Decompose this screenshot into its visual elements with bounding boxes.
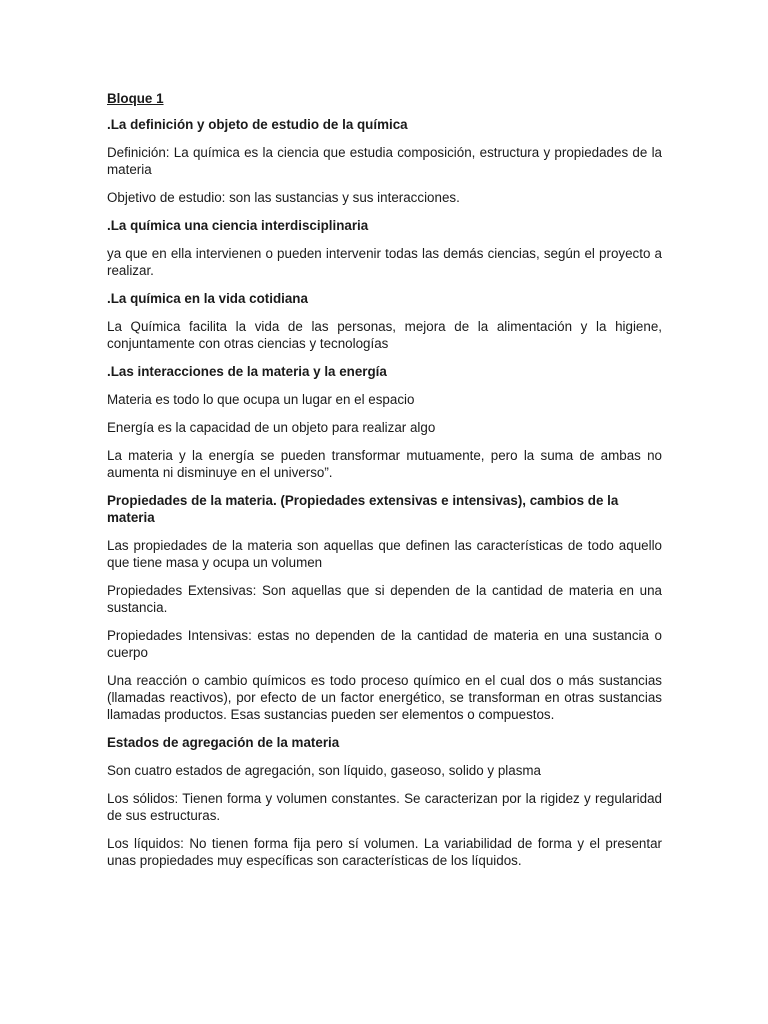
document-title: Bloque 1 bbox=[107, 91, 164, 106]
paragraph: Los líquidos: No tienen forma fija pero sí volumen. La variabilidad de forma y el presentar unas propiedades muy específicas son características de los líquidos. bbox=[107, 836, 662, 868]
section-heading: .La química una ciencia interdisciplinaria bbox=[107, 218, 369, 233]
paragraph: Definición: La química es la ciencia que estudia composición, estructura y propiedades de la materia bbox=[107, 145, 662, 177]
section-heading: .La química en la vida cotidiana bbox=[107, 291, 308, 306]
paragraph: Los sólidos: Tienen forma y volumen constantes. Se caracterizan por la rigidez y regularidad de sus estructuras. bbox=[107, 791, 662, 823]
section-heading: .La definición y objeto de estudio de la química bbox=[107, 117, 408, 132]
paragraph: La materia y la energía se pueden transformar mutuamente, pero la suma de ambas no aumenta ni disminuye en el universo”. bbox=[107, 448, 662, 480]
paragraph: Propiedades Intensivas: estas no dependen de la cantidad de materia en una sustancia o cuerpo bbox=[107, 628, 662, 660]
paragraph: Materia es todo lo que ocupa un lugar en el espacio bbox=[107, 392, 415, 407]
paragraph: Son cuatro estados de agregación, son líquido, gaseoso, solido y plasma bbox=[107, 763, 541, 778]
paragraph: La Química facilita la vida de las personas, mejora de la alimentación y la higiene, conjuntamente con otras ciencias y tecnologías bbox=[107, 319, 662, 351]
section-heading: .Las interacciones de la materia y la energía bbox=[107, 364, 387, 379]
paragraph: Las propiedades de la materia son aquellas que definen las características de todo aquello que tiene masa y ocupa un volumen bbox=[107, 538, 662, 570]
paragraph: Propiedades Extensivas: Son aquellas que si dependen de la cantidad de materia en una sustancia. bbox=[107, 583, 662, 615]
section-heading: Estados de agregación de la materia bbox=[107, 735, 340, 750]
section-heading: Propiedades de la materia. (Propiedades extensivas e intensivas), cambios de la materia bbox=[107, 493, 619, 525]
document-body bbox=[107, 116, 662, 869]
paragraph: ya que en ella intervienen o pueden intervenir todas las demás ciencias, según el proyecto a realizar. bbox=[107, 246, 662, 278]
paragraph: Energía es la capacidad de un objeto para realizar algo bbox=[107, 420, 436, 435]
paragraph: Objetivo de estudio: son las sustancias y sus interacciones. bbox=[107, 190, 460, 205]
paragraph: Una reacción o cambio químicos es todo proceso químico en el cual dos o más sustancias (llamadas reactivos), por efecto de un factor energético, se transforman en otras sustancias llamadas productos. Esas sustancias pueden ser elementos o compuestos. bbox=[107, 673, 662, 722]
